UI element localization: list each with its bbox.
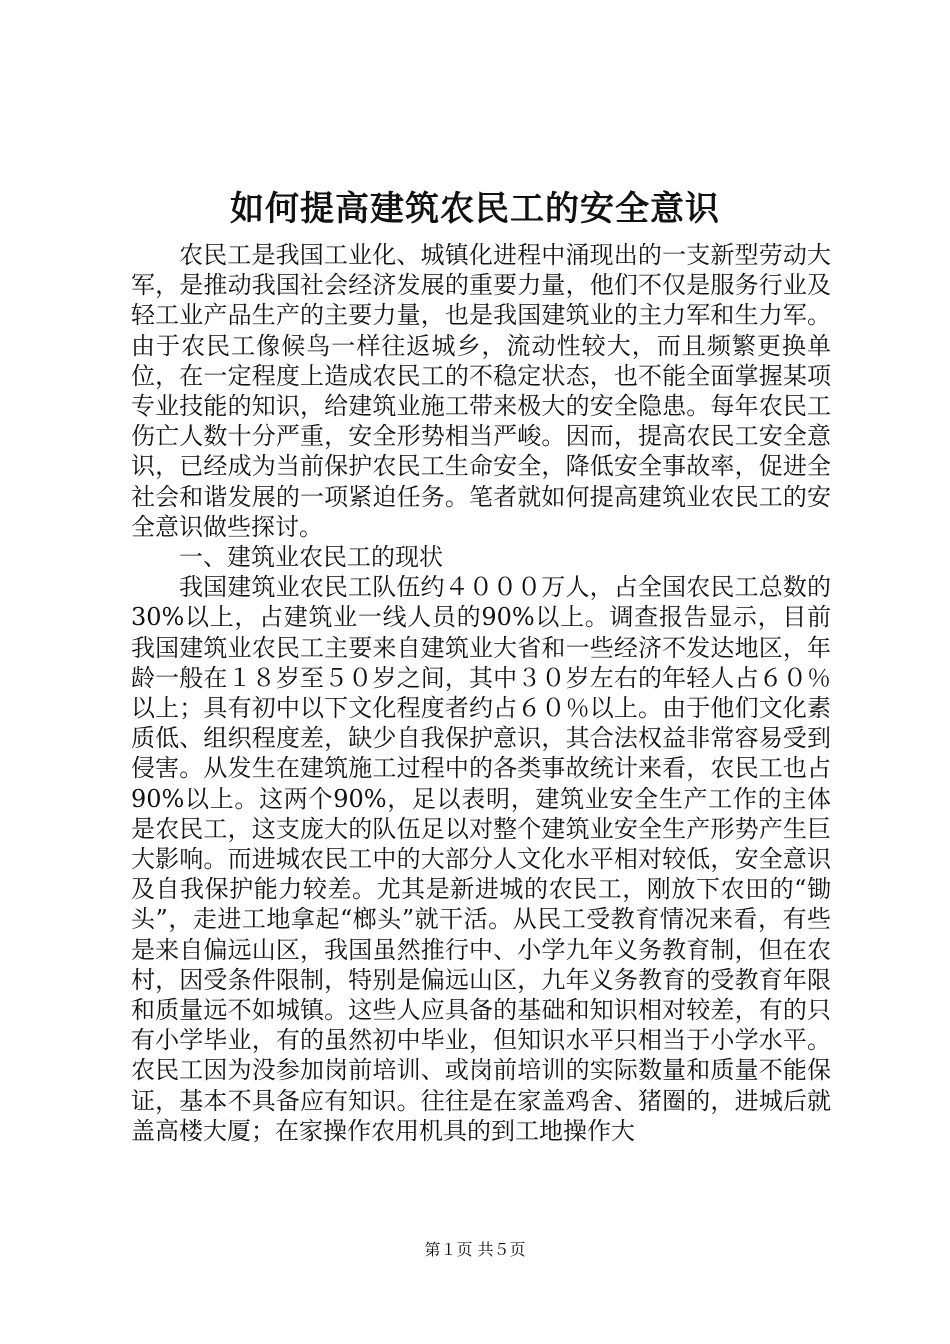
section-paragraph: 我国建筑业农民工队伍约４０００万人，占全国农民工总数的30%以上，占建筑业一线人员的90%以上。调查报告显示，目前我国建筑业农民工主要来自建筑业大省和一些经济不发达地区，年龄一般在１８岁至５０岁之间，其中３０岁左右的年轻人占６０％以上；具有初中以下文化程度者约占６０％以上。由于他们文化素质低、组织程度差，缺少自我保护意识，其合法权益非常容易受到侵害。从发生在建筑施工过程中的各类事故统计来看，农民工也占90%以上。这两个90%，足以表明，建筑业安全生产工作的主体是农民工，这支庞大的队伍足以对整个建筑业安全生产形势产生巨大影响。而进城农民工中的大部分人文化水平相对较低，安全意识及自我保护能力较差。尤其是新进城的农民工，刚放下农田的“锄头”，走进工地拿起“榔头”就干活。从民工受教育情况来看，有些是来自偏远山区，我国虽然推行中、小学九年义务教育制，但在农村，因受条件限制，特别是偏远山区，九年义务教育的受教育年限和质量远不如城镇。这些人应具备的基础和知识相对较差，有的只有小学毕业，有的虽然初中毕业，但知识水平只相当于小学水平。农民工因为没参加岗前培训、或岗前培训的实际数量和质量不能保证，基本不具备应有知识。往往是在家盖鸡舍、猪圈的，进城后就盖高楼大厦；在家操作农用机具的到工地操作大	[131, 573, 831, 1145]
page-footer: 第１页 共５页	[424, 1240, 526, 1259]
intro-paragraph: 农民工是我国工业化、城镇化进程中涌现出的一支新型劳动大军，是推动我国社会经济发展的重要力量，他们不仅是服务行业及轻工业产品生产的主要力量，也是我国建筑业的主力军和生力军。由于农民工像候鸟一样往返城乡，流动性较大，而且频繁更换单位，在一定程度上造成农民工的不稳定状态，也不能全面掌握某项专业技能的知识，给建筑业施工带来极大的安全隐患。每年农民工伤亡人数十分严重，安全形势相当严峻。因而，提高农民工安全意识，已经成为当前保护农民工生命安全，降低安全事故率，促进全社会和谐发展的一项紧迫任务。笔者就如何提高建筑业农民工的安全意识做些探讨。	[131, 241, 831, 541]
document-title: 如何提高建筑农民工的安全意识	[230, 189, 720, 229]
document-body	[131, 240, 831, 1146]
section-heading: 一、建筑业农民工的现状	[179, 543, 443, 572]
